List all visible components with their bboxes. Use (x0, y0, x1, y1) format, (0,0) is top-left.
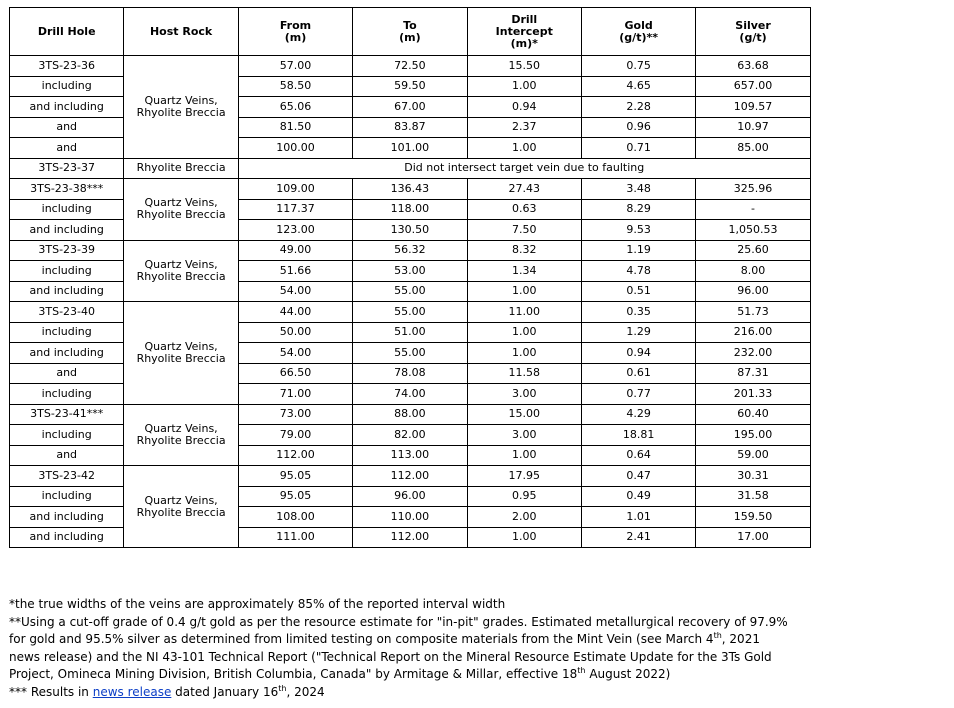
from-cell: 95.05 (238, 486, 352, 507)
host-rock-cell: Quartz Veins, Rhyolite Breccia (124, 179, 238, 241)
from-cell: 100.00 (238, 138, 352, 159)
drill-hole-cell: 3TS-23-39 (10, 240, 124, 261)
table-row (10, 158, 811, 179)
header-drill-hole: Drill Hole (10, 8, 124, 56)
from-cell: 44.00 (238, 302, 352, 323)
silver-cell: 25.60 (696, 240, 810, 261)
silver-cell: 31.58 (696, 486, 810, 507)
from-cell: 57.00 (238, 56, 352, 77)
gold-cell: 1.29 (581, 322, 695, 343)
intercept-cell: 1.00 (467, 445, 581, 466)
to-cell: 72.50 (353, 56, 467, 77)
gold-cell: 8.29 (581, 199, 695, 220)
silver-cell: 60.40 (696, 404, 810, 425)
intercept-cell: 0.95 (467, 486, 581, 507)
drill-hole-cell: including (10, 384, 124, 405)
intercept-cell: 1.00 (467, 322, 581, 343)
gold-cell: 3.48 (581, 179, 695, 200)
table-row (10, 466, 811, 487)
drill-hole-cell: and including (10, 220, 124, 241)
gold-cell: 0.61 (581, 363, 695, 384)
silver-cell: - (696, 199, 810, 220)
gold-cell: 0.75 (581, 56, 695, 77)
intercept-cell: 3.00 (467, 425, 581, 446)
silver-cell: 8.00 (696, 261, 810, 282)
to-cell: 130.50 (353, 220, 467, 241)
intercept-cell: 1.00 (467, 281, 581, 302)
drill-hole-cell: including (10, 425, 124, 446)
intercept-cell: 1.00 (467, 527, 581, 548)
silver-cell: 159.50 (696, 507, 810, 528)
drill-hole-cell: and (10, 138, 124, 159)
drill-hole-cell: including (10, 322, 124, 343)
drill-hole-cell: and (10, 117, 124, 138)
intercept-cell: 1.00 (467, 343, 581, 364)
gold-cell: 9.53 (581, 220, 695, 241)
host-rock-cell: Rhyolite Breccia (124, 158, 238, 179)
to-cell: 55.00 (353, 281, 467, 302)
to-cell: 51.00 (353, 322, 467, 343)
to-cell: 56.32 (353, 240, 467, 261)
gold-cell: 0.71 (581, 138, 695, 159)
drill-hole-cell: 3TS-23-37 (10, 158, 124, 179)
drill-hole-cell: 3TS-23-41*** (10, 404, 124, 425)
from-cell: 66.50 (238, 363, 352, 384)
intercept-cell: 1.34 (467, 261, 581, 282)
drill-hole-cell: and including (10, 507, 124, 528)
silver-cell: 85.00 (696, 138, 810, 159)
drill-hole-cell: 3TS-23-42 (10, 466, 124, 487)
gold-cell: 2.41 (581, 527, 695, 548)
drill-results-table (9, 7, 811, 548)
gold-cell: 0.51 (581, 281, 695, 302)
from-cell: 54.00 (238, 281, 352, 302)
silver-cell: 63.68 (696, 56, 810, 77)
to-cell: 67.00 (353, 97, 467, 118)
table-row (10, 240, 811, 261)
from-cell: 81.50 (238, 117, 352, 138)
silver-cell: 216.00 (696, 322, 810, 343)
gold-cell: 0.77 (581, 384, 695, 405)
from-cell: 51.66 (238, 261, 352, 282)
intercept-cell: 15.00 (467, 404, 581, 425)
from-cell: 79.00 (238, 425, 352, 446)
silver-cell: 201.33 (696, 384, 810, 405)
from-cell: 117.37 (238, 199, 352, 220)
to-cell: 136.43 (353, 179, 467, 200)
gold-cell: 0.49 (581, 486, 695, 507)
table-row (10, 179, 811, 200)
intercept-cell: 11.58 (467, 363, 581, 384)
to-cell: 55.00 (353, 302, 467, 323)
header-silver: Silver (g/t) (696, 8, 810, 56)
drill-hole-cell: 3TS-23-38*** (10, 179, 124, 200)
silver-cell: 325.96 (696, 179, 810, 200)
gold-cell: 18.81 (581, 425, 695, 446)
to-cell: 74.00 (353, 384, 467, 405)
news-release-link[interactable]: news release (92, 684, 172, 699)
drill-hole-cell: including (10, 486, 124, 507)
silver-cell: 87.31 (696, 363, 810, 384)
table-header-row (10, 8, 811, 56)
silver-cell: 109.57 (696, 97, 810, 118)
result-note-cell: Did not intersect target vein due to faulting (238, 158, 810, 179)
table-row (10, 56, 811, 77)
to-cell: 59.50 (353, 76, 467, 97)
silver-cell: 96.00 (696, 281, 810, 302)
header-drill-intercept: Drill Intercept (m)* (467, 8, 581, 56)
to-cell: 96.00 (353, 486, 467, 507)
intercept-cell: 0.94 (467, 97, 581, 118)
from-cell: 95.05 (238, 466, 352, 487)
to-cell: 78.08 (353, 363, 467, 384)
intercept-cell: 11.00 (467, 302, 581, 323)
footnotes (9, 596, 829, 702)
gold-cell: 0.64 (581, 445, 695, 466)
from-cell: 58.50 (238, 76, 352, 97)
drill-hole-cell: and including (10, 527, 124, 548)
intercept-cell: 3.00 (467, 384, 581, 405)
host-rock-cell: Quartz Veins, Rhyolite Breccia (124, 240, 238, 302)
to-cell: 118.00 (353, 199, 467, 220)
to-cell: 88.00 (353, 404, 467, 425)
from-cell: 112.00 (238, 445, 352, 466)
to-cell: 113.00 (353, 445, 467, 466)
drill-hole-cell: 3TS-23-36 (10, 56, 124, 77)
silver-cell: 10.97 (696, 117, 810, 138)
silver-cell: 657.00 (696, 76, 810, 97)
gold-cell: 0.47 (581, 466, 695, 487)
table-row (10, 302, 811, 323)
table-body (10, 56, 811, 548)
from-cell: 49.00 (238, 240, 352, 261)
to-cell: 83.87 (353, 117, 467, 138)
header-host-rock: Host Rock (124, 8, 238, 56)
intercept-cell: 7.50 (467, 220, 581, 241)
intercept-cell: 27.43 (467, 179, 581, 200)
silver-cell: 232.00 (696, 343, 810, 364)
silver-cell: 59.00 (696, 445, 810, 466)
to-cell: 55.00 (353, 343, 467, 364)
drill-hole-cell: and (10, 363, 124, 384)
intercept-cell: 17.95 (467, 466, 581, 487)
to-cell: 101.00 (353, 138, 467, 159)
to-cell: 110.00 (353, 507, 467, 528)
from-cell: 109.00 (238, 179, 352, 200)
footnote-results-release: *** Results in news release dated January 16th, 2024 (9, 683, 325, 699)
intercept-cell: 15.50 (467, 56, 581, 77)
table-row (10, 404, 811, 425)
to-cell: 53.00 (353, 261, 467, 282)
gold-cell: 1.19 (581, 240, 695, 261)
host-rock-cell: Quartz Veins, Rhyolite Breccia (124, 466, 238, 548)
header-from: From (m) (238, 8, 352, 56)
silver-cell: 51.73 (696, 302, 810, 323)
host-rock-cell: Quartz Veins, Rhyolite Breccia (124, 56, 238, 159)
gold-cell: 0.96 (581, 117, 695, 138)
silver-cell: 1,050.53 (696, 220, 810, 241)
intercept-cell: 1.00 (467, 76, 581, 97)
drill-hole-cell: including (10, 199, 124, 220)
host-rock-cell: Quartz Veins, Rhyolite Breccia (124, 302, 238, 405)
footnote-cutoff-grade: **Using a cut-off grade of 0.4 g/t gold as per the resource estimate for "in-pit" grades. Estimated metallurgical recovery of 97.9% for gold and 95.5% silver as determined from limited testing on composite materials from the Mint Vein (see March 4th, 2021 news release) and the NI 43-101 Technical Report ("Technical Report on the Mineral Resource Estimate Update for the 3Ts Gold Project, Omineca Mining Division, British Columbia, Canada" by Armitage & Millar, effective 18th August 2022) (9, 614, 788, 682)
from-cell: 111.00 (238, 527, 352, 548)
drill-hole-cell: including (10, 261, 124, 282)
gold-cell: 4.65 (581, 76, 695, 97)
drill-hole-cell: and including (10, 97, 124, 118)
gold-cell: 4.78 (581, 261, 695, 282)
drill-hole-cell: and including (10, 343, 124, 364)
header-to: To (m) (353, 8, 467, 56)
from-cell: 123.00 (238, 220, 352, 241)
intercept-cell: 2.37 (467, 117, 581, 138)
from-cell: 73.00 (238, 404, 352, 425)
gold-cell: 0.94 (581, 343, 695, 364)
silver-cell: 30.31 (696, 466, 810, 487)
intercept-cell: 0.63 (467, 199, 581, 220)
intercept-cell: 8.32 (467, 240, 581, 261)
footnote-true-width: *the true widths of the veins are approximately 85% of the reported interval width (9, 597, 506, 611)
intercept-cell: 2.00 (467, 507, 581, 528)
gold-cell: 0.35 (581, 302, 695, 323)
silver-cell: 17.00 (696, 527, 810, 548)
drill-hole-cell: 3TS-23-40 (10, 302, 124, 323)
gold-cell: 4.29 (581, 404, 695, 425)
silver-cell: 195.00 (696, 425, 810, 446)
gold-cell: 2.28 (581, 97, 695, 118)
to-cell: 112.00 (353, 466, 467, 487)
drill-hole-cell: and (10, 445, 124, 466)
from-cell: 65.06 (238, 97, 352, 118)
host-rock-cell: Quartz Veins, Rhyolite Breccia (124, 404, 238, 466)
drill-hole-cell: and including (10, 281, 124, 302)
from-cell: 50.00 (238, 322, 352, 343)
gold-cell: 1.01 (581, 507, 695, 528)
intercept-cell: 1.00 (467, 138, 581, 159)
to-cell: 112.00 (353, 527, 467, 548)
from-cell: 108.00 (238, 507, 352, 528)
drill-hole-cell: including (10, 76, 124, 97)
from-cell: 71.00 (238, 384, 352, 405)
header-gold: Gold (g/t)** (581, 8, 695, 56)
from-cell: 54.00 (238, 343, 352, 364)
to-cell: 82.00 (353, 425, 467, 446)
